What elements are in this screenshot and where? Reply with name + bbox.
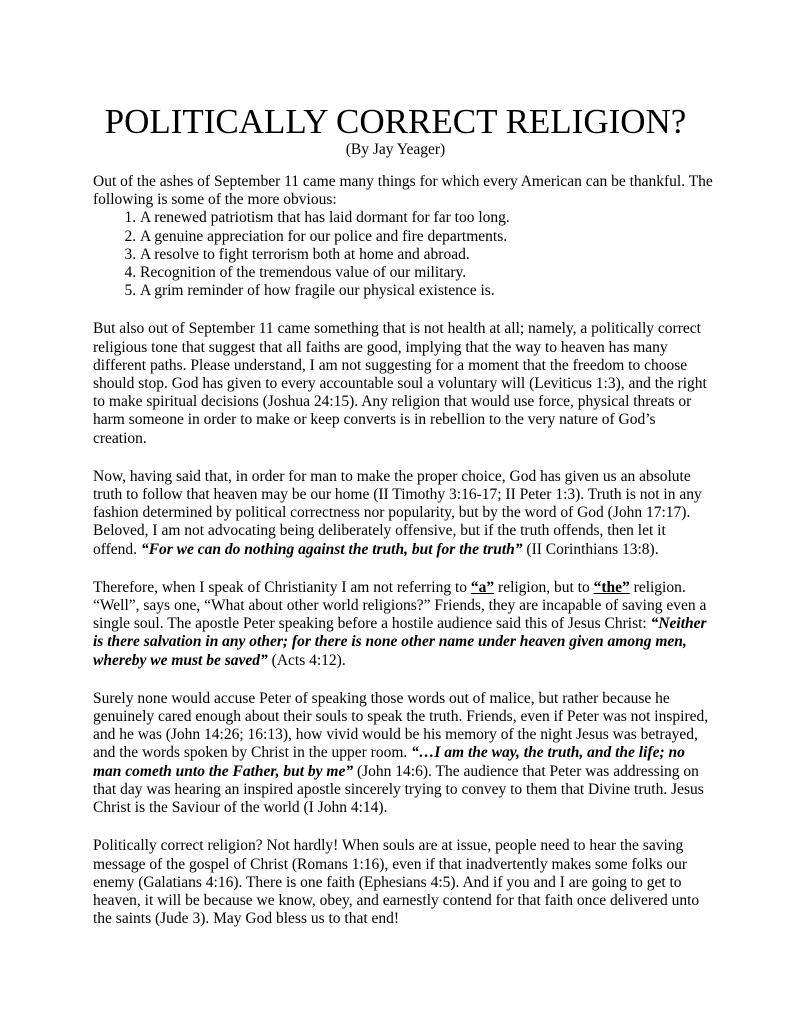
paragraph-text: Now, having said that, in order for man to make the proper choice, God has given us an absolute truth to follow that heaven may be our home (II Timothy 3:16-17; II Peter 1:3). Truth is not in any fashion determined by political correctness nor popularity, but by the word of God (John 17:17). Beloved, I am not advocating being deliberately offensive, but if the truth offends, then let it offend.: [93, 467, 702, 558]
paragraph-text: Therefore, when I speak of Christianity I am not referring to: [93, 578, 471, 596]
author-byline: (By Jay Yeager): [345, 141, 446, 158]
paragraph-5: [93, 690, 713, 817]
paragraph-4: [93, 579, 713, 670]
scripture-reference: (II Corinthians 13:8).: [522, 540, 659, 558]
emphasis-word-the: “the”: [593, 578, 630, 596]
list-item: 1. A renewed patriotism that has laid dormant for far too long.: [140, 209, 713, 227]
list-item: 5. A grim reminder of how fragile our physical existence is.: [140, 282, 713, 300]
paragraph-text: Surely none would accuse Peter of speaking those words out of malice, but rather because he genuinely cared enough about their souls to speak the truth. Friends, even if Peter was not inspired, and he was (John 14:26; 16:13), how vivid would be his memory of the night Jesus was betrayed, and the words spoken by Christ in the upper room.: [93, 689, 709, 762]
scripture-reference: (Acts 4:12).: [267, 651, 346, 669]
scripture-quote: “For we can do nothing against the truth, but for the truth”: [140, 540, 523, 558]
list-item: 2. A genuine appreciation for our police and fire departments.: [140, 228, 713, 246]
paragraph-text: religion. “Well”, says one, “What about other world religions?” Friends, they are incapable of saving even a single soul. The apostle Peter speaking before a hostile audience said this of Jesus Christ:: [93, 578, 707, 633]
paragraph-2: But also out of September 11 came something that is not health at all; namely, a politically correct religious tone that suggest that all faiths are good, implying that the way to heaven has many different paths. Please understand, I am not suggesting for a moment that the freedom to choose should stop. God has given to every accountable soul a voluntary will (Leviticus 1:3), and the right to make spiritual decisions (Joshua 24:15). Any religion that would use force, physical threats or harm someone in order to make or keep converts is in rebellion to the very nature of God’s creation.: [93, 320, 707, 447]
scripture-quote: “Neither is there salvation in any other; for there is none other name under heaven given among men, whereby we must be saved”: [93, 615, 707, 669]
blessings-list: [93, 209, 713, 300]
document-body: [93, 173, 713, 928]
document-title: POLITICALLY CORRECT RELIGION?: [104, 102, 687, 141]
paragraph-text: (John 14:6). The audience that Peter was addressing on that day was hearing an inspired apostle sincerely trying to convey to them that Divine truth. Jesus Christ is the Saviour of the world (I John 4:14).: [93, 762, 704, 817]
scripture-quote: “…I am the way, the truth, and the life; no man cometh unto the Father, but by me”: [93, 744, 685, 780]
paragraph-3: [93, 468, 713, 559]
list-item: 3. A resolve to fight terrorism both at home and abroad.: [140, 246, 713, 264]
paragraph-6: Politically correct religion? Not hardly! When souls are at issue, people need to hear the saving message of the gospel of Christ (Romans 1:16), even if that inadvertently makes some folks our enemy (Galatians 4:16). There is one faith (Ephesians 4:5). And if you and I are going to get to heaven, it will be because we know, obey, and earnestly contend for that faith once delivered unto the saints (Jude 3). May God bless us to that end!: [93, 837, 700, 928]
list-item: 4. Recognition of the tremendous value of our military.: [140, 264, 713, 282]
intro-paragraph: Out of the ashes of September 11 came many things for which every American can be thankful. The following is some of the more obvious:: [93, 173, 713, 209]
paragraph-text: religion, but to: [494, 578, 594, 596]
emphasis-word-a: “a”: [470, 578, 495, 596]
